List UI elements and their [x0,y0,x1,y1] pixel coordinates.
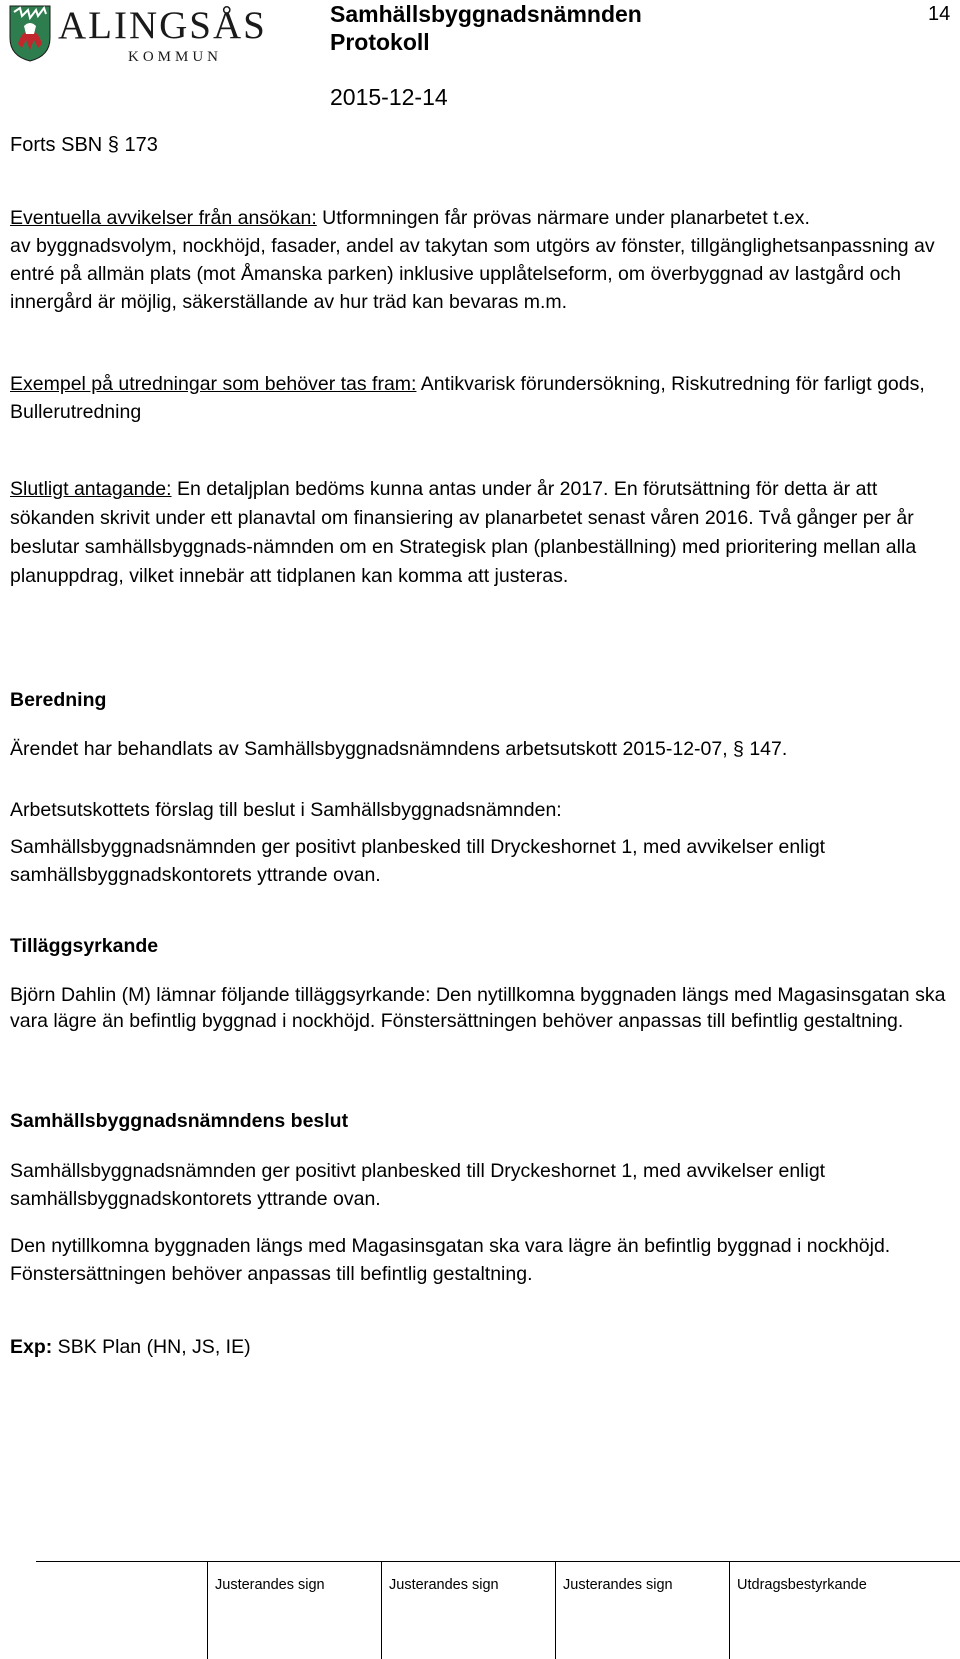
footer-divider [381,1561,382,1659]
utredningar-text: Antikvarisk förundersökning, Riskutredning för farligt gods, Bullerutredning [10,373,925,423]
utredningar-label: Exempel på utredningar som behöver tas fram: [10,373,417,395]
beredning-heading: Beredning [10,689,107,711]
antagande-label: Slutligt antagande: [10,478,172,500]
paragraph-reference: Forts SBN § 173 [10,134,158,156]
forslag-intro: Arbetsutskottets förslag till beslut i Samhällsbyggnadsnämnden: [10,799,562,821]
coat-of-arms-icon [8,4,52,62]
logo-wordmark: ALINGSÅS [58,4,267,47]
tillagg-heading: Tilläggsyrkande [10,935,159,957]
beslut-text-2: Den nytillkomna byggnaden längs med Magasinsgatan ska vara lägre än befintlig byggnad i nockhöjd. Fönstersättningen behöver anpassas till befintlig gestaltning. [10,1235,891,1285]
signature-label: Justerandes sign [215,1577,325,1593]
extract-certification-label: Utdragsbestyrkande [737,1577,867,1593]
footer-rule [36,1561,960,1562]
footer-divider [207,1561,208,1659]
meeting-date: 2015-12-14 [330,84,448,110]
exp-label: Exp: [10,1336,53,1358]
avvikelser-text: av byggnadsvolym, nockhöjd, fasader, andel av takytan som utgörs av fönster, tillgänglighetsanpassning av entré på allmän plats (mot Åmanska parken) inklusive upplåtelseform, om överbyggnad av lastgård och innergård är möjlig, säkerställande av hur träd kan bevaras m.m. [10,235,935,313]
antagande-paragraph [10,475,950,591]
avvikelser-paragraph [10,204,950,316]
signature-label: Justerandes sign [563,1577,673,1593]
signature-label: Justerandes sign [389,1577,499,1593]
beslut-text-1: Samhällsbyggnadsnämnden ger positivt planbesked till Dryckeshornet 1, med avvikelser enligt samhällsbyggnadskontorets yttrande ovan. [10,1160,826,1210]
logo-subtitle: KOMMUN [128,49,223,65]
document-type: Protokoll [330,29,430,55]
expedition-line [10,1333,950,1361]
footer-divider [555,1561,556,1659]
beredning-text: Ärendet har behandlats av Samhällsbyggnadsnämndens arbetsutskott 2015-12-07, § 147. [10,738,788,760]
antagande-text: En detaljplan bedöms kunna antas under år 2017. En förutsättning för detta är att sökanden skrivit under ett planavtal om finansiering av planarbetet senast våren 2016. Två gånger per år beslutar samhällsbyggnads-nämnden om en Strategisk plan (planbeställning) med prioritering mellan alla planuppdrag, vilket innebär att tidplanen kan komma att justeras. [10,478,917,587]
exp-text: SBK Plan (HN, JS, IE) [52,1336,251,1358]
municipality-logo [8,4,280,66]
utredningar-paragraph [10,370,950,426]
forslag-text: Samhällsbyggnadsnämnden ger positivt planbesked till Dryckeshornet 1, med avvikelser enligt samhällsbyggnadskontorets yttrande ovan. [10,836,826,886]
avvikelser-text-line1: Utformningen får prövas närmare under planarbetet t.ex. [316,207,810,229]
footer-divider [729,1561,730,1659]
avvikelser-label: Eventuella avvikelser från ansökan: [10,207,317,229]
page-number: 14 [928,3,951,25]
beslut-heading: Samhällsbyggnadsnämndens beslut [10,1110,349,1132]
tillagg-text: Björn Dahlin (M) lämnar följande tilläggsyrkande: Den nytillkomna byggnaden längs med Magasinsgatan ska vara lägre än befintlig byggnad i nockhöjd. Fönstersättningen behöver anpassas till befintlig gestaltning. [10,984,946,1032]
committee-title: Samhällsbyggnadsnämnden [330,1,642,27]
